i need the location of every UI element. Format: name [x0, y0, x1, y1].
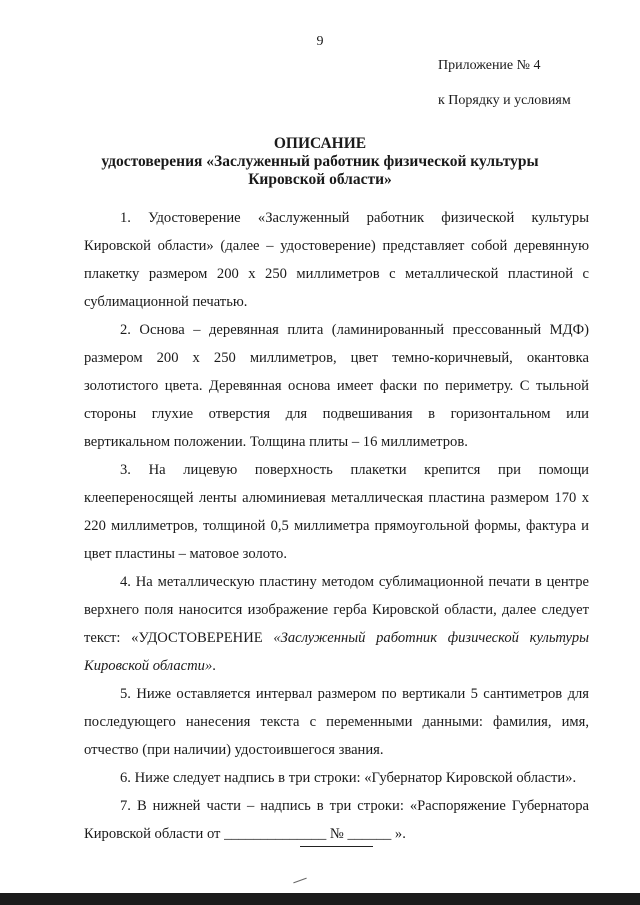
- paragraph-5: 5. Ниже оставляется интервал размером по вертикали 5 сантиметров для последующего нанесения текста с переменными данными: фамилия, имя, отчество (при наличии) удостоившегося звания.: [84, 686, 589, 758]
- description-body: [84, 204, 589, 848]
- paragraph-3: 3. На лицевую поверхность плакетки крепится при помощи клеепереносящей ленты алюминиевая металлическая пластина размером 170 х 220 миллиметров, толщиной 0,5 миллиметра прямоугольной формы, фактура и цвет пластины – матовое золото.: [84, 462, 589, 562]
- paragraph-1: 1. Удостоверение «Заслуженный работник физической культуры Кировской области» (далее – удостоверение) представляет собой деревянную плакетку размером 200 х 250 миллиметров с металлической пластиной с сублимационной печатью.: [84, 210, 589, 310]
- end-divider: [300, 846, 373, 847]
- paragraph-6: 6. Ниже следует надпись в три строки: «Губернатор Кировской области».: [120, 770, 577, 786]
- scan-artifact: [293, 878, 306, 884]
- scan-bottom-edge: [0, 893, 640, 905]
- appendix-label: Приложение № 4: [438, 58, 541, 73]
- paragraph-4-italic-title: «Заслуженный работник физической культуры Кировской области»: [84, 630, 590, 674]
- paragraph-2: 2. Основа – деревянная плита (ламинированный прессованный МДФ) размером 200 х 250 миллиметров, цвет темно-коричневый, окантовка золотистого цвета. Деревянная основа имеет фаски по периметру. С тыльной стороны глухие отверстия для подвешивания в горизонтальном или вертикальном положении. Толщина плиты – 16 миллиметров.: [84, 322, 589, 450]
- page-number: 9: [316, 34, 324, 49]
- document-title: [0, 135, 640, 189]
- paragraph-7: 7. В нижней части – надпись в три строки: «Распоряжение Губернатора Кировской области от ______________ № ______ ».: [84, 798, 589, 842]
- appendix-reference: к Порядку и условиям: [438, 93, 571, 108]
- title-subject-line1: удостоверения «Заслуженный работник физической культуры: [101, 153, 539, 170]
- title-heading: ОПИСАНИЕ: [273, 135, 367, 152]
- paragraph-4-end: .: [212, 658, 216, 674]
- paragraph-4: [84, 568, 589, 680]
- paragraph-4-text: 4. На металлическую пластину методом сублимационной печати в центре верхнего поля наносится изображение герба Кировской области, далее следует текст: «УДОСТОВЕРЕНИЕ: [84, 574, 589, 646]
- title-subject-line2: Кировской области»: [248, 171, 392, 188]
